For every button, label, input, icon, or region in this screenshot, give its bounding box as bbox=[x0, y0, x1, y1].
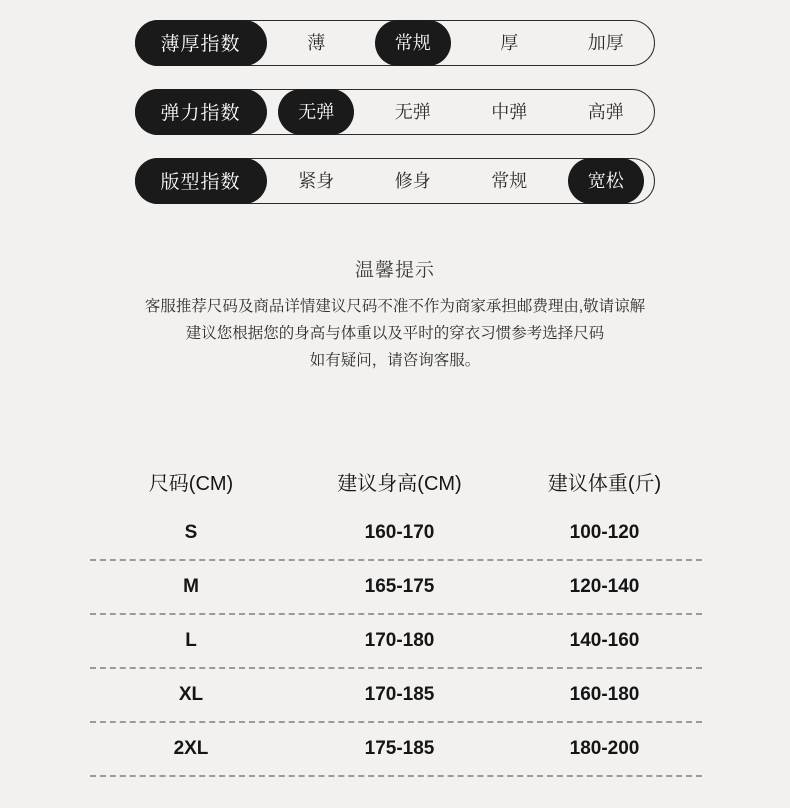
size-table bbox=[90, 455, 702, 777]
cell-size: 2XL bbox=[173, 738, 209, 759]
cell-size: L bbox=[185, 630, 197, 651]
indicator-option-selected[interactable]: 无弹 bbox=[268, 89, 365, 135]
cell-height: 175-185 bbox=[364, 738, 435, 759]
table-row bbox=[90, 561, 702, 613]
table-row bbox=[90, 723, 702, 775]
indicator-option[interactable]: 厚 bbox=[500, 33, 519, 53]
indicator-option[interactable]: 高弹 bbox=[587, 102, 624, 122]
cell-size: S bbox=[184, 522, 198, 543]
cell-size: M bbox=[183, 576, 199, 597]
column-header-height: 建议身高(CM) bbox=[337, 472, 462, 495]
notice-line: 客服推荐尺码及商品详情建议尺码不准不作为商家承担邮费理由,敬请谅解 bbox=[144, 298, 646, 315]
cell-height: 160-170 bbox=[364, 522, 435, 543]
cell-height: 170-185 bbox=[364, 684, 435, 705]
indicator-option[interactable]: 无弹 bbox=[394, 102, 431, 122]
indicator-option-selected[interactable]: 常规 bbox=[365, 20, 462, 66]
cell-weight: 120-140 bbox=[569, 576, 640, 597]
cell-size: XL bbox=[178, 684, 204, 705]
cell-weight: 160-180 bbox=[569, 684, 640, 705]
cell-weight: 140-160 bbox=[569, 630, 640, 651]
indicator-option[interactable]: 中弹 bbox=[491, 102, 528, 122]
indicator-option-selected[interactable]: 宽松 bbox=[558, 158, 655, 204]
indicator-row-fit bbox=[135, 158, 655, 204]
cell-weight: 180-200 bbox=[569, 738, 640, 759]
indicator-label-fit: 版型指数 bbox=[135, 158, 267, 204]
table-row bbox=[90, 507, 702, 559]
indicator-option[interactable]: 紧身 bbox=[298, 171, 335, 191]
indicator-label-thickness: 薄厚指数 bbox=[135, 20, 267, 66]
notice-line: 如有疑问，请咨询客服。 bbox=[309, 352, 481, 369]
cell-weight: 100-120 bbox=[569, 522, 640, 543]
table-row bbox=[90, 669, 702, 721]
table-row bbox=[90, 615, 702, 667]
indicator-row-thickness bbox=[135, 20, 655, 66]
table-header-row bbox=[90, 455, 702, 507]
indicator-option[interactable]: 加厚 bbox=[587, 33, 624, 53]
indicator-section bbox=[0, 20, 790, 227]
cell-height: 170-180 bbox=[364, 630, 435, 651]
indicator-option[interactable]: 修身 bbox=[394, 171, 431, 191]
column-header-weight: 建议体重(斤) bbox=[547, 472, 662, 495]
row-divider bbox=[90, 775, 702, 777]
notice-title: 温馨提示 bbox=[354, 260, 435, 281]
column-header-size: 尺码(CM) bbox=[148, 472, 234, 495]
notice-block bbox=[0, 255, 790, 374]
cell-height: 165-175 bbox=[364, 576, 435, 597]
indicator-option[interactable]: 薄 bbox=[307, 33, 326, 53]
indicator-option[interactable]: 常规 bbox=[491, 171, 528, 191]
indicator-label-elasticity: 弹力指数 bbox=[135, 89, 267, 135]
notice-line: 建议您根据您的身高与体重以及平时的穿衣习惯参考选择尺码 bbox=[185, 325, 605, 342]
indicator-row-elasticity bbox=[135, 89, 655, 135]
